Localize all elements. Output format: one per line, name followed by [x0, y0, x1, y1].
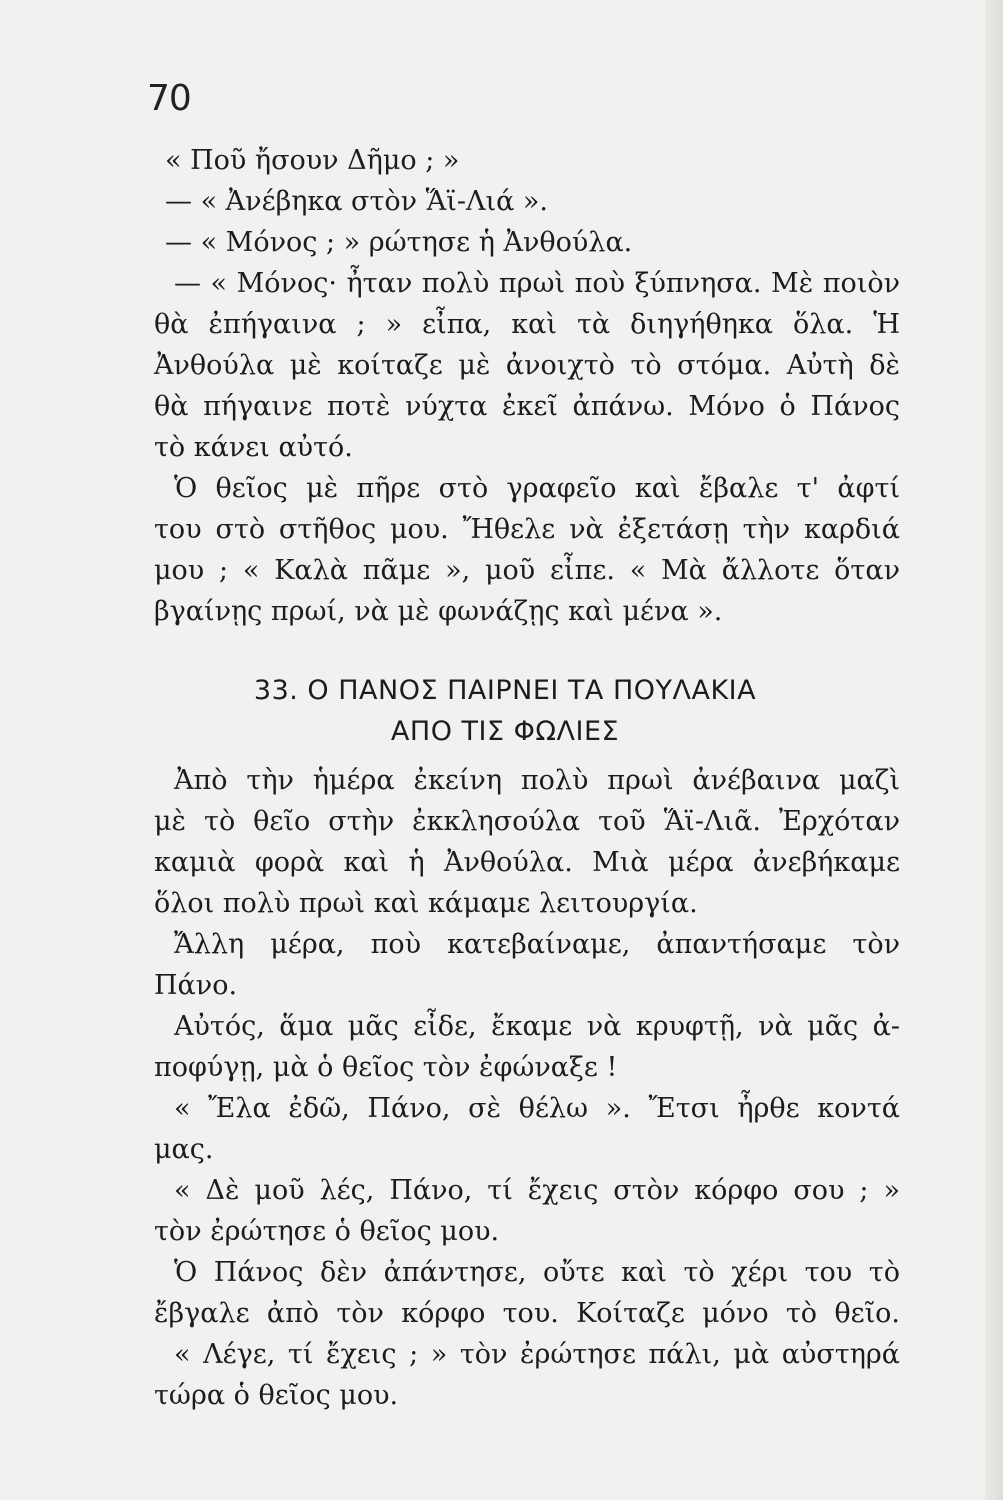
text-line: μου ; « Καλὰ πᾶμε », μοῦ εἶπε. « Μὰ ἄλλοτε ὅταν [154, 555, 900, 586]
text-line: βγαίνῃς πρωί, νὰ μὲ φωνάζῃς καὶ μένα ». [154, 596, 723, 627]
page-number: 70 [147, 78, 191, 119]
text-line: τώρα ὁ θεῖος μου. [154, 1380, 399, 1411]
text-line: τὸ κάνει αὐτό. [154, 432, 353, 463]
text-line: θὰ ἐπήγαινα ; » εἶπα, καὶ τὰ διηγήθηκα ὅλα. Ἡ [154, 309, 900, 340]
text-line: — « Ἀνέβηκα στὸν Ἅϊ-Λιά ». [165, 186, 548, 217]
text-line: Πάνο. [154, 970, 238, 1001]
text-line: — « Μόνος· ἦταν πολὺ πρωὶ ποὺ ξύπνησα. Μὲ ποιὸν [174, 268, 900, 299]
text-line: Αὐτός, ἅμα μᾶς εἶδε, ἔκαμε νὰ κρυφτῇ, νὰ μᾶς ἀ- [174, 1011, 900, 1042]
text-line: ποφύγῃ, μὰ ὁ θεῖος τὸν ἐφώναξε ! [154, 1052, 618, 1083]
text-line: « Ποῦ ἤσουν Δῆμο ; » [165, 145, 460, 176]
chapter-heading [110, 670, 900, 752]
chapter-heading-line-1: 33. Ο ΠΑΝΟΣ ΠΑΙΡΝΕΙ ΤΑ ΠΟΥΛΑΚΙΑ [253, 675, 757, 706]
text-line: τὸν ἐρώτησε ὁ θεῖος μου. [154, 1216, 500, 1247]
text-line: « Δὲ μοῦ λές, Πάνο, τί ἔχεις στὸν κόρφο σου ; » [174, 1175, 900, 1206]
text-line: καμιὰ φορὰ καὶ ἡ Ἀνθούλα. Μιὰ μέρα ἀνεβήκαμε [154, 847, 900, 878]
text-line: Ὁ Πάνος δὲν ἀπάντησε, οὔτε καὶ τὸ χέρι του τὸ [174, 1257, 900, 1288]
text-line: μας. [154, 1134, 214, 1165]
text-line: μὲ τὸ θεῖο στὴν ἐκκλησούλα τοῦ Ἅϊ-Λιᾶ. Ἐρχόταν [154, 806, 900, 837]
text-line: θὰ πήγαινε ποτὲ νύχτα ἐκεῖ ἀπάνω. Μόνο ὁ Πάνος [154, 391, 900, 422]
text-line: ὅλοι πολὺ πρωὶ καὶ κάμαμε λειτουργία. [154, 888, 698, 919]
text-line: Ἄλλη μέρα, ποὺ κατεβαίναμε, ἀπαντήσαμε τὸν [174, 929, 900, 960]
text-line: Ἀνθούλα μὲ κοίταζε μὲ ἀνοιχτὸ τὸ στόμα. Αὐτὴ δὲ [154, 350, 900, 381]
text-line: του στὸ στῆθος μου. Ἤθελε νὰ ἐξετάσῃ τὴν καρδιά [154, 514, 900, 545]
text-line: Ὁ θεῖος μὲ πῆρε στὸ γραφεῖο καὶ ἔβαλε τ' ἀφτί [174, 473, 900, 504]
text-line: « Ἔλα ἐδῶ, Πάνο, σὲ θέλω ». Ἔτσι ἦρθε κοντά [174, 1093, 900, 1124]
chapter-heading-line-2: ΑΠΟ ΤΙΣ ΦΩΛΙΕΣ [390, 716, 620, 747]
paragraphs-after-heading [110, 760, 900, 1416]
text-line: ἔβγαλε ἀπὸ τὸν κόρφο του. Κοίταζε μόνο τὸ θεῖο. [154, 1298, 900, 1329]
text-line: — « Μόνος ; » ρώτησε ἡ Ἀνθούλα. [165, 227, 633, 258]
text-body [110, 140, 900, 1416]
text-line: Ἀπὸ τὴν ἡμέρα ἐκείνη πολὺ πρωὶ ἀνέβαινα μαζὶ [174, 765, 900, 796]
paragraphs-before-heading [110, 140, 900, 632]
text-line: « Λέγε, τί ἔχεις ; » τὸν ἐρώτησε πάλι, μὰ αὐστηρά [174, 1339, 900, 1370]
page-edge [985, 0, 1003, 1500]
